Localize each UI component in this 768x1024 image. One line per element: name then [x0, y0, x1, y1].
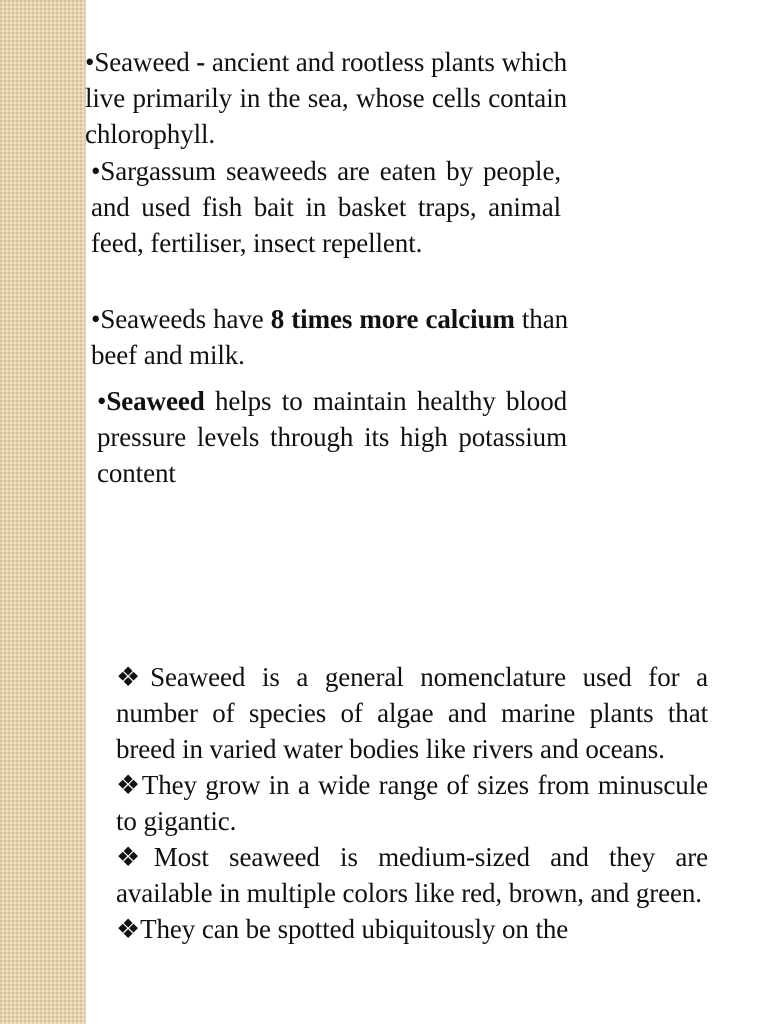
bullet-seaweed-definition	[85, 44, 567, 152]
bullet-sargassum-uses	[91, 153, 561, 261]
bullet-marker: •	[97, 386, 107, 416]
bullet-marker: •	[85, 47, 95, 77]
bullet-marker: •	[91, 304, 101, 334]
decorative-side-band	[0, 0, 84, 1024]
side-band-edge	[84, 0, 86, 1024]
definition-text: ancient and rootless plants which live primarily in the sea, whose cells contain chlorophyll.	[85, 47, 567, 149]
term-dash: -	[189, 47, 212, 77]
diamond-bullet-icon: ❖	[116, 770, 142, 800]
list-item	[116, 659, 708, 767]
sargassum-text: Sargassum seaweeds are eaten by people, and used fish bait in basket traps, animal feed, fertiliser, insect repellent.	[91, 156, 561, 258]
bullet-marker: •	[91, 156, 101, 186]
diamond-bullet-icon: ❖	[116, 842, 154, 872]
seaweed-bold-term: Seaweed	[106, 386, 205, 416]
calcium-text-after: than beef and milk.	[91, 304, 568, 370]
list-item	[116, 839, 708, 911]
diamond-bullet-icon: ❖	[116, 914, 141, 944]
list-item-text: They grow in a wide range of sizes from minuscule to gigantic.	[116, 770, 708, 836]
calcium-bold-text: 8 times more calcium	[270, 304, 515, 334]
list-item-text: Seaweed is a general nomenclature used for a number of species of algae and marine plants that breed in varied water bodies like rivers and oceans.	[116, 662, 708, 764]
bullet-blood-pressure	[97, 383, 567, 491]
list-item-text: They can be spotted ubiquitously on the	[140, 914, 569, 944]
term-seaweed: Seaweed	[94, 47, 190, 77]
diamond-bullet-icon: ❖	[116, 662, 151, 692]
list-item-text: Most seaweed is medium-sized and they are available in multiple colors like red, brown, and green.	[116, 842, 708, 908]
bullet-calcium-fact	[91, 301, 568, 373]
blood-pressure-text: helps to maintain healthy blood pressure levels through its high potassium content	[97, 386, 567, 488]
list-item	[116, 911, 708, 947]
calcium-text-before: Seaweeds have	[100, 304, 271, 334]
list-item	[116, 767, 708, 839]
seaweed-overview-list	[116, 659, 708, 947]
